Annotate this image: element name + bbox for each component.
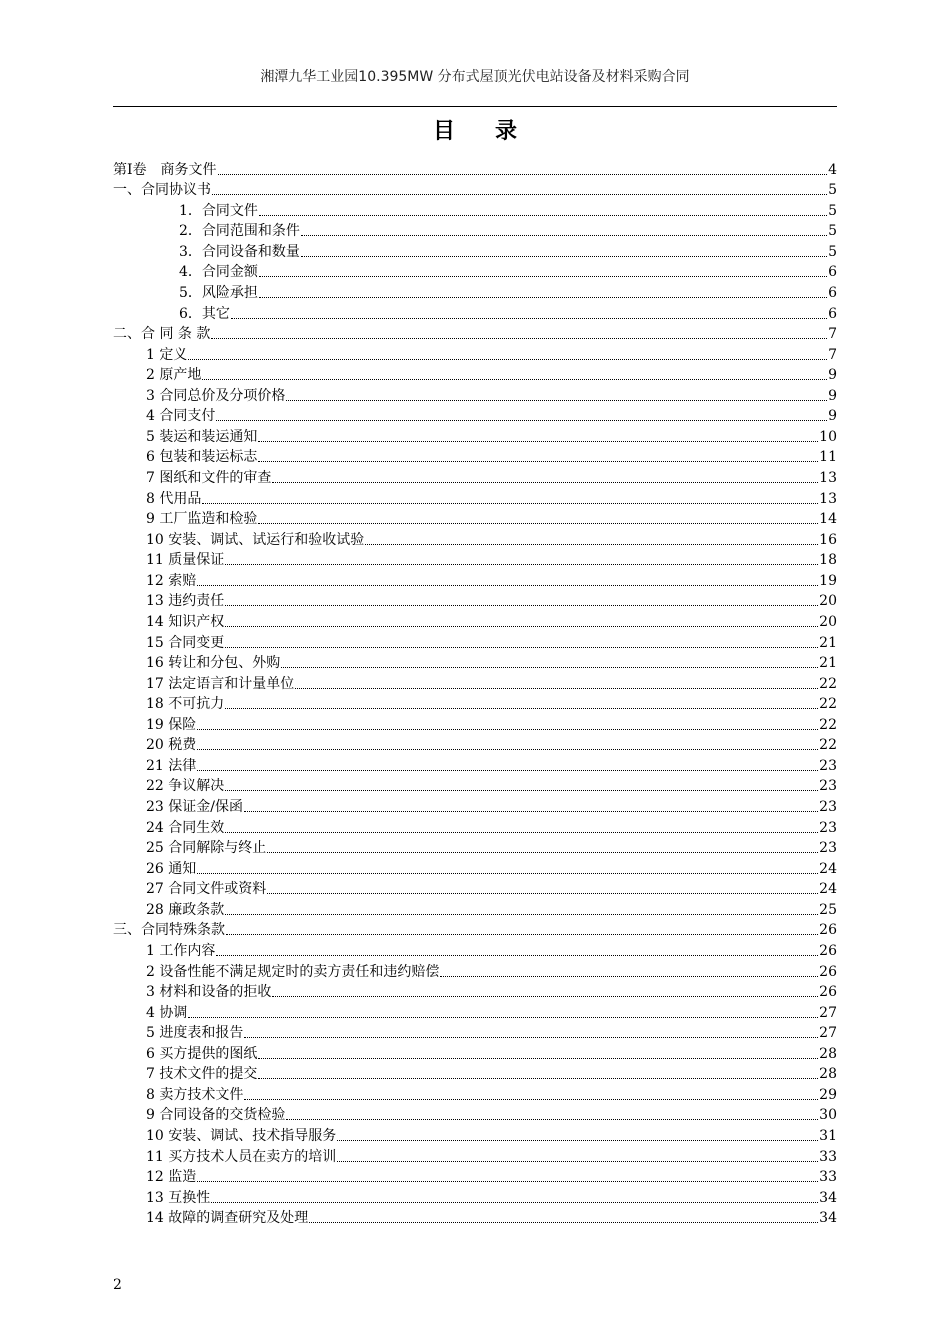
toc-dot-leader — [197, 749, 818, 750]
toc-dot-leader — [286, 1119, 818, 1120]
toc-entry[interactable] — [113, 343, 837, 364]
toc-dot-leader — [244, 811, 818, 812]
toc-entry[interactable] — [113, 1001, 837, 1022]
toc-entry[interactable] — [113, 220, 837, 241]
toc-entry-label: 23 保证金/保函 — [146, 799, 243, 815]
toc-entry-page: 24 — [819, 860, 837, 877]
toc-entry[interactable] — [113, 302, 837, 323]
page-number: 2 — [113, 1277, 122, 1293]
toc-dot-leader — [301, 235, 827, 236]
toc-entry-label: 4 协调 — [146, 1004, 188, 1021]
toc-entry-page: 11 — [819, 449, 837, 466]
toc-dot-leader — [226, 934, 818, 935]
toc-entry-page: 34 — [819, 1210, 837, 1227]
toc-entry-label: 3．合同设备和数量 — [179, 243, 300, 260]
toc-entry[interactable] — [113, 261, 837, 282]
toc-dot-leader — [259, 215, 827, 216]
toc-dot-leader — [225, 790, 818, 791]
toc-entry[interactable] — [113, 795, 837, 816]
toc-entry-page: 22 — [819, 737, 837, 754]
toc-entry-page: 23 — [819, 757, 837, 774]
toc-dot-leader — [197, 729, 818, 730]
toc-entry[interactable] — [113, 569, 837, 590]
toc-dot-leader — [188, 1017, 818, 1018]
toc-dot-leader — [212, 194, 827, 195]
toc-entry[interactable] — [113, 240, 837, 261]
toc-entry-label: 14 知识产权 — [146, 613, 225, 630]
toc-dot-leader — [365, 544, 818, 545]
toc-dot-leader — [258, 441, 818, 442]
toc-entry-label: 27 合同文件或资料 — [146, 881, 267, 898]
toc-entry[interactable] — [113, 405, 837, 426]
toc-entry[interactable] — [113, 1166, 837, 1187]
toc-entry-label: 1 定义 — [146, 346, 188, 363]
toc-entry-page: 28 — [819, 1066, 837, 1083]
toc-entry-page: 26 — [819, 942, 837, 959]
toc-dot-leader — [267, 893, 818, 894]
toc-entry[interactable] — [113, 857, 837, 878]
toc-entry-label: 18 不可抗力 — [146, 696, 225, 713]
toc-entry-page: 33 — [819, 1169, 837, 1186]
toc-entry[interactable] — [113, 1042, 837, 1063]
toc-entry-label: 8 代用品 — [146, 490, 202, 507]
toc-entry-page: 13 — [819, 490, 837, 507]
toc-entry[interactable] — [113, 981, 837, 1002]
toc-dot-leader — [258, 1058, 818, 1059]
toc-entry[interactable] — [113, 734, 837, 755]
toc-entry-page: 22 — [819, 696, 837, 713]
toc-dot-leader — [202, 503, 818, 504]
toc-entry-page: 22 — [819, 716, 837, 733]
toc-dot-leader — [267, 852, 818, 853]
toc-entry-label: 11 质量保证 — [146, 552, 225, 569]
toc-dot-leader — [225, 914, 818, 915]
toc-entry-page: 23 — [819, 819, 837, 836]
toc-entry-page: 6 — [828, 284, 837, 301]
toc-dot-leader — [259, 276, 827, 277]
toc-entry[interactable] — [113, 549, 837, 570]
toc-entry-page: 28 — [819, 1045, 837, 1062]
toc-entry-label: 13 互换性 — [146, 1189, 211, 1206]
toc-entry-label: 三、合同特殊条款 — [113, 922, 225, 939]
toc-entry-page: 26 — [819, 984, 837, 1001]
toc-entry-label: 2 设备性能不满足规定时的卖方责任和违约赔偿 — [146, 963, 440, 980]
toc-dot-leader — [301, 256, 827, 257]
toc-entry-page: 33 — [819, 1148, 837, 1165]
toc-entry[interactable] — [113, 878, 837, 899]
toc-entry-page: 26 — [819, 963, 837, 980]
toc-dot-leader — [211, 338, 827, 339]
toc-entry[interactable] — [113, 775, 837, 796]
toc-entry-page: 14 — [819, 511, 837, 528]
toc-dot-leader — [197, 873, 818, 874]
toc-entry-label: 6 包装和装运标志 — [146, 449, 258, 466]
toc-entry-label: 4．合同金额 — [179, 264, 258, 281]
toc-entry-label: 8 卖方技术文件 — [146, 1086, 244, 1103]
toc-dot-leader — [216, 955, 818, 956]
toc-entry-page: 16 — [819, 531, 837, 548]
toc-entry-label: 12 监造 — [146, 1169, 197, 1186]
toc-entry[interactable] — [113, 425, 837, 446]
toc-dot-leader — [225, 647, 818, 648]
toc-entry-label: 10 安装、调试、技术指导服务 — [146, 1128, 337, 1144]
toc-entry-label: 13 违约责任 — [146, 593, 225, 610]
toc-entry[interactable] — [113, 281, 837, 302]
toc-entry-label: 2．合同范围和条件 — [179, 223, 300, 240]
toc-dot-leader — [272, 482, 818, 483]
toc-entry-page: 13 — [819, 470, 837, 486]
toc-entry[interactable] — [113, 199, 837, 220]
toc-entry-page: 23 — [819, 840, 837, 857]
toc-entry-label: 一、合同协议书 — [113, 182, 211, 199]
toc-entry-page: 18 — [819, 552, 837, 569]
toc-entry-page: 6 — [828, 264, 837, 281]
toc-entry-page: 21 — [819, 655, 837, 672]
toc-dot-leader — [216, 420, 827, 421]
toc-entry-page: 9 — [828, 408, 837, 425]
toc-dot-leader — [244, 1037, 818, 1038]
toc-entry[interactable] — [113, 487, 837, 508]
toc-entry-page: 10 — [819, 428, 837, 445]
toc-entry-label: 25 合同解除与终止 — [146, 840, 267, 857]
toc-entry[interactable] — [113, 158, 837, 179]
toc-dot-leader — [258, 461, 818, 462]
toc-entry-label: 22 争议解决 — [146, 778, 225, 795]
toc-entry-page: 26 — [819, 922, 837, 939]
toc-entry-label: 1．合同文件 — [179, 202, 258, 219]
toc-entry-label: 12 索赔 — [146, 572, 197, 589]
header-rule — [113, 106, 837, 107]
toc-entry[interactable] — [113, 466, 837, 487]
toc-entry[interactable] — [113, 179, 837, 200]
toc-entry[interactable] — [113, 672, 837, 693]
toc-entry[interactable] — [113, 631, 837, 652]
toc-entry-label: 1 工作内容 — [146, 942, 216, 959]
toc-entry-page: 22 — [819, 675, 837, 692]
toc-entry-page: 29 — [819, 1086, 837, 1103]
toc-dot-leader — [258, 523, 818, 524]
toc-entry-page: 7 — [828, 326, 837, 343]
toc-entry-label: 28 廉政条款 — [146, 901, 225, 918]
toc-entry-page: 27 — [819, 1025, 837, 1042]
toc-entry-label: 7 技术文件的提交 — [146, 1066, 258, 1083]
toc-entry-page: 5 — [828, 223, 837, 240]
toc-entry[interactable] — [113, 364, 837, 385]
toc-entry-page: 27 — [819, 1004, 837, 1021]
toc-entry-label: 6 买方提供的图纸 — [146, 1045, 258, 1062]
toc-entry-label: 17 法定语言和计量单位 — [146, 675, 295, 692]
toc-entry-label: 11 买方技术人员在卖方的培训 — [146, 1148, 337, 1165]
toc-dot-leader — [272, 996, 818, 997]
toc-entry-label: 15 合同变更 — [146, 634, 225, 651]
toc-entry-page: 30 — [819, 1107, 837, 1124]
toc-entry[interactable] — [113, 446, 837, 467]
toc-dot-leader — [211, 1202, 818, 1203]
toc-dot-leader — [440, 976, 818, 977]
toc-dot-leader — [225, 626, 818, 627]
toc-entry[interactable] — [113, 754, 837, 775]
toc-entry-page: 5 — [828, 182, 837, 199]
toc-dot-leader — [231, 318, 827, 319]
toc-entry-label: 21 法律 — [146, 757, 197, 774]
toc-entry[interactable] — [113, 898, 837, 919]
toc-entry[interactable] — [113, 939, 837, 960]
toc-entry-page: 20 — [819, 613, 837, 630]
toc-entry-page: 34 — [819, 1189, 837, 1206]
toc-entry[interactable] — [113, 960, 837, 981]
toc-entry[interactable] — [113, 1104, 837, 1125]
toc-entry-page: 31 — [819, 1128, 837, 1144]
toc-entry[interactable] — [113, 652, 837, 673]
toc-entry[interactable] — [113, 713, 837, 734]
toc-dot-leader — [259, 297, 827, 298]
toc-dot-leader — [225, 605, 818, 606]
toc-entry-page: 25 — [819, 901, 837, 918]
toc-entry[interactable] — [113, 1022, 837, 1043]
toc-entry[interactable] — [113, 919, 837, 940]
toc-entry-page: 5 — [828, 202, 837, 219]
toc-entry[interactable] — [113, 1083, 837, 1104]
toc-entry-page: 24 — [819, 881, 837, 898]
toc-entry-label: 16 转让和分包、外购 — [146, 655, 281, 672]
toc-entry[interactable] — [113, 590, 837, 611]
toc-dot-leader — [218, 174, 828, 175]
toc-dot-leader — [295, 688, 818, 689]
toc-entry-label: 24 合同生效 — [146, 819, 225, 836]
toc-dot-leader — [337, 1140, 818, 1141]
toc-entry-label: 2 原产地 — [146, 367, 202, 384]
toc-entry[interactable] — [113, 528, 837, 549]
table-of-contents — [113, 158, 837, 1227]
toc-entry-page: 23 — [819, 799, 837, 815]
toc-entry-page: 20 — [819, 593, 837, 610]
toc-entry-label: 3 合同总价及分项价格 — [146, 387, 286, 404]
toc-entry[interactable] — [113, 610, 837, 631]
toc-entry-label: 第Ⅰ卷 商务文件 — [113, 161, 217, 178]
toc-entry-label: 10 安装、调试、试运行和验收试验 — [146, 531, 365, 548]
toc-dot-leader — [225, 832, 818, 833]
toc-entry-label: 3 材料和设备的拒收 — [146, 984, 272, 1001]
toc-dot-leader — [225, 708, 818, 709]
toc-entry-page: 23 — [819, 778, 837, 795]
toc-entry-page: 6 — [828, 305, 837, 322]
toc-entry[interactable] — [113, 1207, 837, 1228]
toc-entry-page: 9 — [828, 367, 837, 384]
toc-dot-leader — [244, 1099, 818, 1100]
toc-entry[interactable] — [113, 1186, 837, 1207]
toc-entry-page: 9 — [828, 387, 837, 404]
toc-entry-label: 9 工厂监造和检验 — [146, 511, 258, 528]
toc-entry-label: 20 税费 — [146, 737, 197, 754]
toc-entry[interactable] — [113, 693, 837, 714]
toc-entry-page: 4 — [828, 161, 837, 178]
toc-entry[interactable] — [113, 837, 837, 858]
toc-entry-label: 26 通知 — [146, 860, 197, 877]
toc-entry-label: 6．其它 — [179, 305, 230, 322]
toc-dot-leader — [281, 667, 818, 668]
toc-entry[interactable] — [113, 1124, 837, 1145]
toc-entry-label: 5．风险承担 — [179, 284, 258, 301]
toc-entry-label: 5 进度表和报告 — [146, 1025, 244, 1042]
toc-entry[interactable] — [113, 1145, 837, 1166]
toc-dot-leader — [197, 1181, 818, 1182]
toc-entry-label: 二、合 同 条 款 — [113, 326, 211, 343]
toc-dot-leader — [258, 1078, 818, 1079]
toc-dot-leader — [202, 379, 827, 380]
toc-entry-page: 5 — [828, 243, 837, 260]
toc-dot-leader — [286, 400, 827, 401]
toc-entry[interactable] — [113, 323, 837, 344]
toc-entry-page: 19 — [819, 572, 837, 589]
toc-entry[interactable] — [113, 816, 837, 837]
toc-dot-leader — [337, 1161, 818, 1162]
toc-entry-page: 21 — [819, 634, 837, 651]
toc-entry-label: 4 合同支付 — [146, 408, 216, 425]
toc-dot-leader — [188, 359, 827, 360]
toc-dot-leader — [197, 770, 818, 771]
toc-title: 目录 — [432, 119, 557, 144]
toc-entry-label: 14 故障的调查研究及处理 — [146, 1210, 309, 1227]
toc-entry-label: 19 保险 — [146, 716, 197, 733]
toc-entry-page: 7 — [828, 346, 837, 363]
toc-entry-label: 7 图纸和文件的审查 — [146, 470, 272, 486]
toc-entry-label: 9 合同设备的交货检验 — [146, 1107, 286, 1124]
toc-entry[interactable] — [113, 1063, 837, 1084]
toc-dot-leader — [309, 1222, 818, 1223]
toc-dot-leader — [197, 585, 818, 586]
toc-dot-leader — [225, 564, 818, 565]
toc-entry[interactable] — [113, 508, 837, 529]
running-header: 湘潭九华工业园10.395MW 分布式屋顶光伏电站设备及材料采购合同 — [260, 69, 690, 85]
toc-entry-label: 5 装运和装运通知 — [146, 428, 258, 445]
toc-entry[interactable] — [113, 384, 837, 405]
